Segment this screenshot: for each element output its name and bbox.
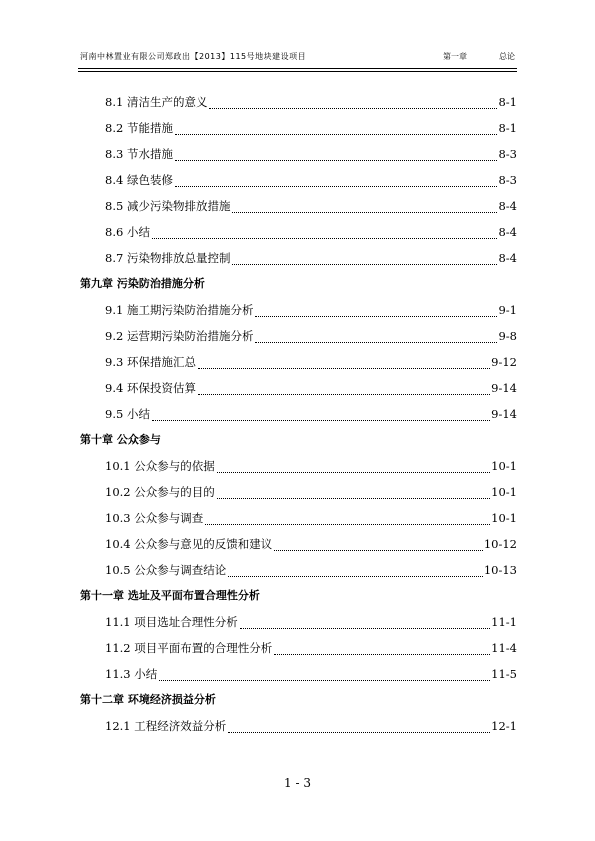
toc-dot-leader bbox=[217, 490, 490, 499]
toc-entry bbox=[0, 300, 595, 320]
toc-dot-leader bbox=[255, 308, 497, 317]
toc-entry bbox=[0, 352, 595, 372]
toc-entry-label: 9.2 运营期污染防治措施分析 bbox=[105, 329, 254, 343]
toc-entry-page: 12-1 bbox=[491, 719, 517, 733]
toc-entry bbox=[0, 222, 595, 242]
toc-entry-page: 8-1 bbox=[498, 95, 517, 109]
toc-entry-label: 9.5 小结 bbox=[105, 407, 150, 421]
toc-entry bbox=[0, 92, 595, 112]
toc-entry-label: 10.3 公众参与调查 bbox=[105, 511, 204, 525]
toc-dot-leader bbox=[152, 412, 490, 421]
toc-entry-page: 9-1 bbox=[498, 303, 517, 317]
page-number: 1 - 3 bbox=[284, 776, 311, 790]
toc-entry bbox=[0, 534, 595, 554]
toc-entry bbox=[0, 144, 595, 164]
toc-dot-leader bbox=[175, 152, 498, 161]
toc-entry-label: 8.3 节水措施 bbox=[105, 147, 173, 161]
toc-entry-page: 9-12 bbox=[491, 355, 517, 369]
header-section: 总论 bbox=[499, 52, 515, 61]
toc-chapter-heading bbox=[0, 690, 595, 710]
toc-entry bbox=[0, 326, 595, 346]
toc-dot-leader bbox=[198, 386, 490, 395]
toc-entry bbox=[0, 508, 595, 528]
toc-entry-page: 10-13 bbox=[483, 563, 517, 577]
toc-entry bbox=[0, 170, 595, 190]
toc-entry-label: 8.2 节能措施 bbox=[105, 121, 173, 135]
toc-chapter-label: 第十二章 环境经济损益分析 bbox=[80, 693, 216, 706]
toc-dot-leader bbox=[152, 230, 498, 239]
toc-entry-label: 8.5 减少污染物排放措施 bbox=[105, 199, 231, 213]
toc-dot-leader bbox=[228, 724, 490, 733]
toc-entry-page: 8-4 bbox=[498, 199, 517, 213]
toc-entry bbox=[0, 196, 595, 216]
toc-chapter-heading bbox=[0, 274, 595, 294]
toc-chapter-heading bbox=[0, 430, 595, 450]
toc-dot-leader bbox=[175, 178, 498, 187]
toc-entry bbox=[0, 118, 595, 138]
toc-entry-label: 10.1 公众参与的依据 bbox=[105, 459, 215, 473]
toc-dot-leader bbox=[232, 204, 497, 213]
toc-entry-label: 8.7 污染物排放总量控制 bbox=[105, 251, 231, 265]
toc-dot-leader bbox=[217, 464, 490, 473]
toc-entry-label: 10.5 公众参与调查结论 bbox=[105, 563, 227, 577]
toc-dot-leader bbox=[255, 334, 497, 343]
toc-entry-page: 10-12 bbox=[483, 537, 517, 551]
toc-entry-label: 8.1 清洁生产的意义 bbox=[105, 95, 208, 109]
toc-dot-leader bbox=[159, 672, 490, 681]
toc-entry bbox=[0, 378, 595, 398]
toc-entry bbox=[0, 612, 595, 632]
toc-entry-label: 11.1 项目选址合理性分析 bbox=[105, 615, 238, 629]
toc-entry bbox=[0, 664, 595, 684]
toc-entry-page: 11-5 bbox=[491, 667, 517, 681]
toc-chapter-label: 第九章 污染防治措施分析 bbox=[80, 277, 205, 290]
header-project-title: 河南中林置业有限公司郑政出【2013】115号地块建设项目 bbox=[80, 52, 307, 61]
toc-entry-page: 11-1 bbox=[491, 615, 517, 629]
toc-entry-page: 11-4 bbox=[491, 641, 517, 655]
toc-dot-leader bbox=[198, 360, 490, 369]
toc-entry-label: 12.1 工程经济效益分析 bbox=[105, 719, 227, 733]
toc-dot-leader bbox=[274, 542, 483, 551]
toc-entry-page: 10-1 bbox=[491, 459, 517, 473]
toc-entry-page: 8-1 bbox=[498, 121, 517, 135]
toc-entry-page: 9-14 bbox=[491, 407, 517, 421]
toc-dot-leader bbox=[274, 646, 490, 655]
toc-entry-page: 8-3 bbox=[498, 147, 517, 161]
toc-entry bbox=[0, 404, 595, 424]
toc-entry-label: 10.2 公众参与的目的 bbox=[105, 485, 215, 499]
header-chapter: 第一章 bbox=[443, 52, 467, 61]
toc-entry bbox=[0, 482, 595, 502]
toc-entry-label: 8.4 绿色装修 bbox=[105, 173, 173, 187]
toc-entry-page: 9-14 bbox=[491, 381, 517, 395]
toc-dot-leader bbox=[232, 256, 497, 265]
toc-entry-label: 9.4 环保投资估算 bbox=[105, 381, 196, 395]
toc-entry-label: 11.2 项目平面布置的合理性分析 bbox=[105, 641, 273, 655]
toc-entry-label: 11.3 小结 bbox=[105, 667, 158, 681]
toc-dot-leader bbox=[175, 126, 498, 135]
toc-entry-page: 10-1 bbox=[491, 485, 517, 499]
toc-dot-leader bbox=[205, 516, 490, 525]
toc-entry-label: 10.4 公众参与意见的反馈和建议 bbox=[105, 537, 273, 551]
toc-chapter-label: 第十一章 选址及平面布置合理性分析 bbox=[80, 589, 260, 602]
toc-dot-leader bbox=[228, 568, 483, 577]
toc-entry-page: 8-4 bbox=[498, 225, 517, 239]
toc-entry-label: 9.3 环保措施汇总 bbox=[105, 355, 196, 369]
toc-dot-leader bbox=[240, 620, 490, 629]
toc-entry bbox=[0, 248, 595, 268]
toc-entry-page: 8-4 bbox=[498, 251, 517, 265]
toc-entry-page: 9-8 bbox=[498, 329, 517, 343]
toc-entry-label: 9.1 施工期污染防治措施分析 bbox=[105, 303, 254, 317]
toc-entry-label: 8.6 小结 bbox=[105, 225, 150, 239]
toc-entry bbox=[0, 456, 595, 476]
toc-entry bbox=[0, 638, 595, 658]
toc-dot-leader bbox=[209, 100, 497, 109]
header-rule bbox=[78, 68, 517, 72]
toc-chapter-heading bbox=[0, 586, 595, 606]
page-header bbox=[80, 49, 515, 65]
toc-entry bbox=[0, 560, 595, 580]
toc-entry-page: 8-3 bbox=[498, 173, 517, 187]
toc-entry bbox=[0, 716, 595, 736]
toc-entry-page: 10-1 bbox=[491, 511, 517, 525]
toc-chapter-label: 第十章 公众参与 bbox=[80, 433, 161, 446]
